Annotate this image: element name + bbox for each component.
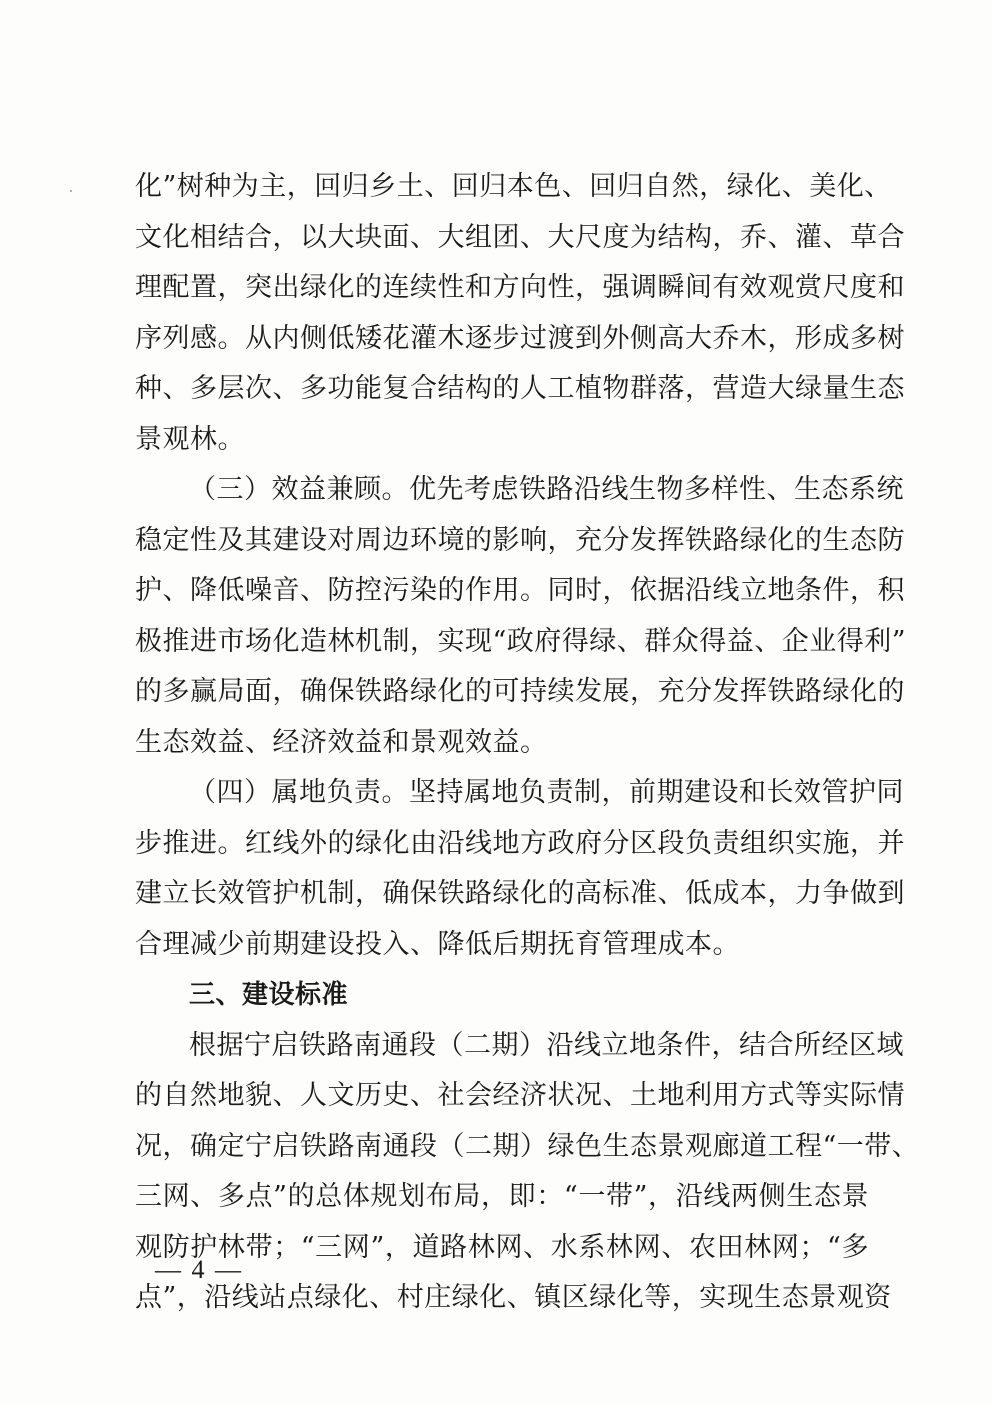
- text-line: 稳定性及其建设对周边环境的影响，充分发挥铁路绿化的生态防: [135, 524, 905, 556]
- text-line: 护、降低噪音、防控污染的作用。同时，依据沿线立地条件，积: [135, 575, 905, 606]
- text-line: 建立长效管护机制，确保铁路绿化的高标准、低成本，力争做到: [135, 878, 905, 909]
- text-line: 极推进市场化造林机制，实现“政府得绿、群众得益、企业得利”: [135, 625, 907, 657]
- text-line: 种、多层次、多功能复合结构的人工植物群落，营造大绿量生态: [135, 373, 905, 404]
- paragraph-responsibility-first-line: （四）属地负责。坚持属地负责制，前期建设和长效管护同: [189, 777, 904, 808]
- text-line: 三网、多点”的总体规划布局，即：“一带”，沿线两侧生态景: [135, 1181, 869, 1212]
- document-body: [135, 162, 920, 1324]
- text-line: 化”树种为主，回归乡土、回归本色、回归自然，绿化、美化、: [135, 171, 892, 202]
- paragraph-standards-first-line: 根据宁启铁路南通段（二期）沿线立地条件，结合所经区域: [189, 1029, 904, 1061]
- text-line: 观防护林带；“三网”，道路林网、水系林网、农田林网；“多: [135, 1231, 869, 1263]
- text-line: 景观林。: [135, 423, 245, 455]
- text-line: 的多赢局面，确保铁路绿化的可持续发展，充分发挥铁路绿化的: [135, 676, 905, 707]
- text-line: 理配置，突出绿化的连续性和方向性，强调瞬间有效观赏尺度和: [135, 272, 905, 303]
- page-number: — 4 —: [155, 1255, 243, 1284]
- text-line: 生态效益、经济效益和景观效益。: [135, 726, 548, 758]
- text-line: 的自然地貌、人文历史、社会经济状况、土地利用方式等实际情: [135, 1080, 905, 1111]
- text-line: 点”，沿线站点绿化、村庄绿化、镇区绿化等，实现生态景观资: [135, 1282, 892, 1313]
- text-line: 况，确定宁启铁路南通段（二期）绿色生态景观廊道工程“一带、: [135, 1130, 920, 1162]
- paragraph-benefits-first-line: （三）效益兼顾。优先考虑铁路沿线生物多样性、生态系统: [189, 474, 904, 505]
- scan-speck: [70, 190, 72, 192]
- text-line: 合理减少前期建设投入、降低后期抚育管理成本。: [135, 928, 740, 960]
- text-line: 步推进。红线外的绿化由沿线地方政府分区段负责组织实施，并: [135, 827, 905, 859]
- text-line: 序列感。从内侧低矮花灌木逐步过渡到外侧高大乔木，形成多树: [135, 322, 905, 354]
- section-heading: 三、建设标准: [189, 980, 349, 1010]
- text-line: 文化相结合，以大块面、大组团、大尺度为结构，乔、灌、草合: [135, 221, 905, 253]
